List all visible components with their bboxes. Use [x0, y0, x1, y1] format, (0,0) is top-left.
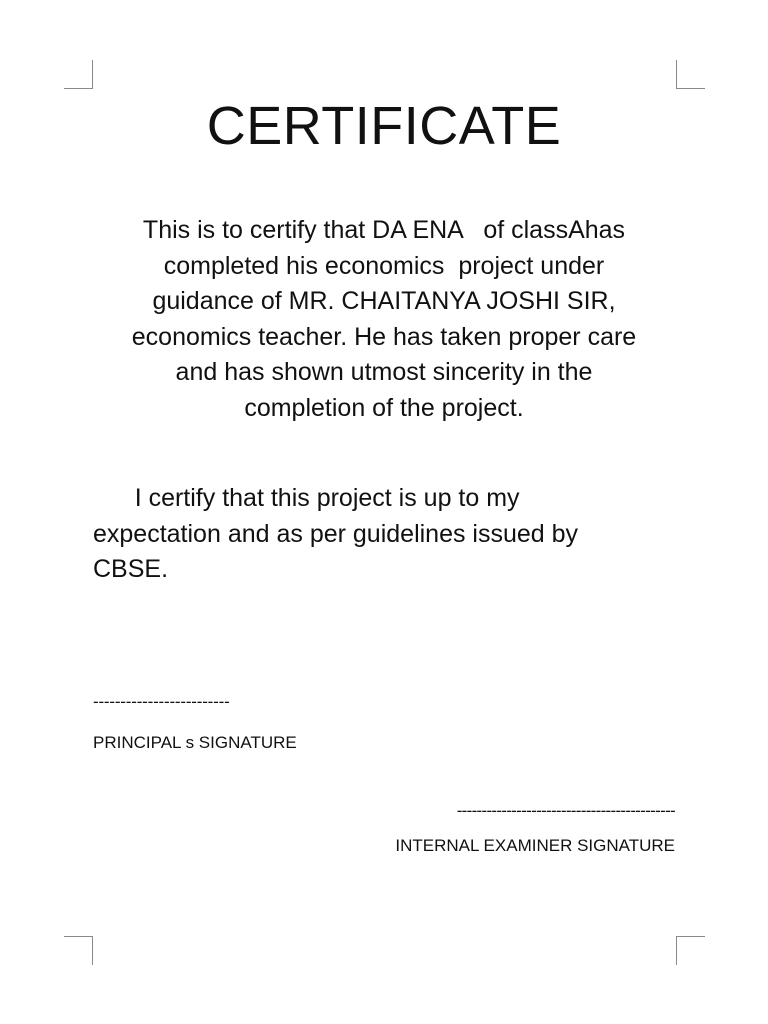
crop-mark-bottom-left [64, 936, 93, 965]
examiner-signature-label: INTERNAL EXAMINER SIGNATURE [395, 836, 675, 855]
certification-paragraph: This is to certify that DA ENA of classAhas completed his economics project under guidance of MR. CHAITANYA JOSHI SIR, economics teacher. He has taken proper care and has shown utmost sincerity in the completion of the project. [131, 216, 637, 422]
examiner-signature-line: -------------------------------------------- [456, 801, 675, 820]
crop-mark-bottom-right [676, 936, 705, 965]
crop-mark-top-left [64, 60, 93, 89]
certificate-title: CERTIFICATE [206, 96, 562, 156]
principal-signature-line: ------------------------- [93, 692, 230, 711]
crop-mark-top-right [676, 60, 705, 89]
principal-signature-label: PRINCIPAL s SIGNATURE [93, 733, 297, 752]
teacher-statement-paragraph: I certify that this project is up to my expectation and as per guidelines issued by CBSE. [93, 484, 579, 584]
